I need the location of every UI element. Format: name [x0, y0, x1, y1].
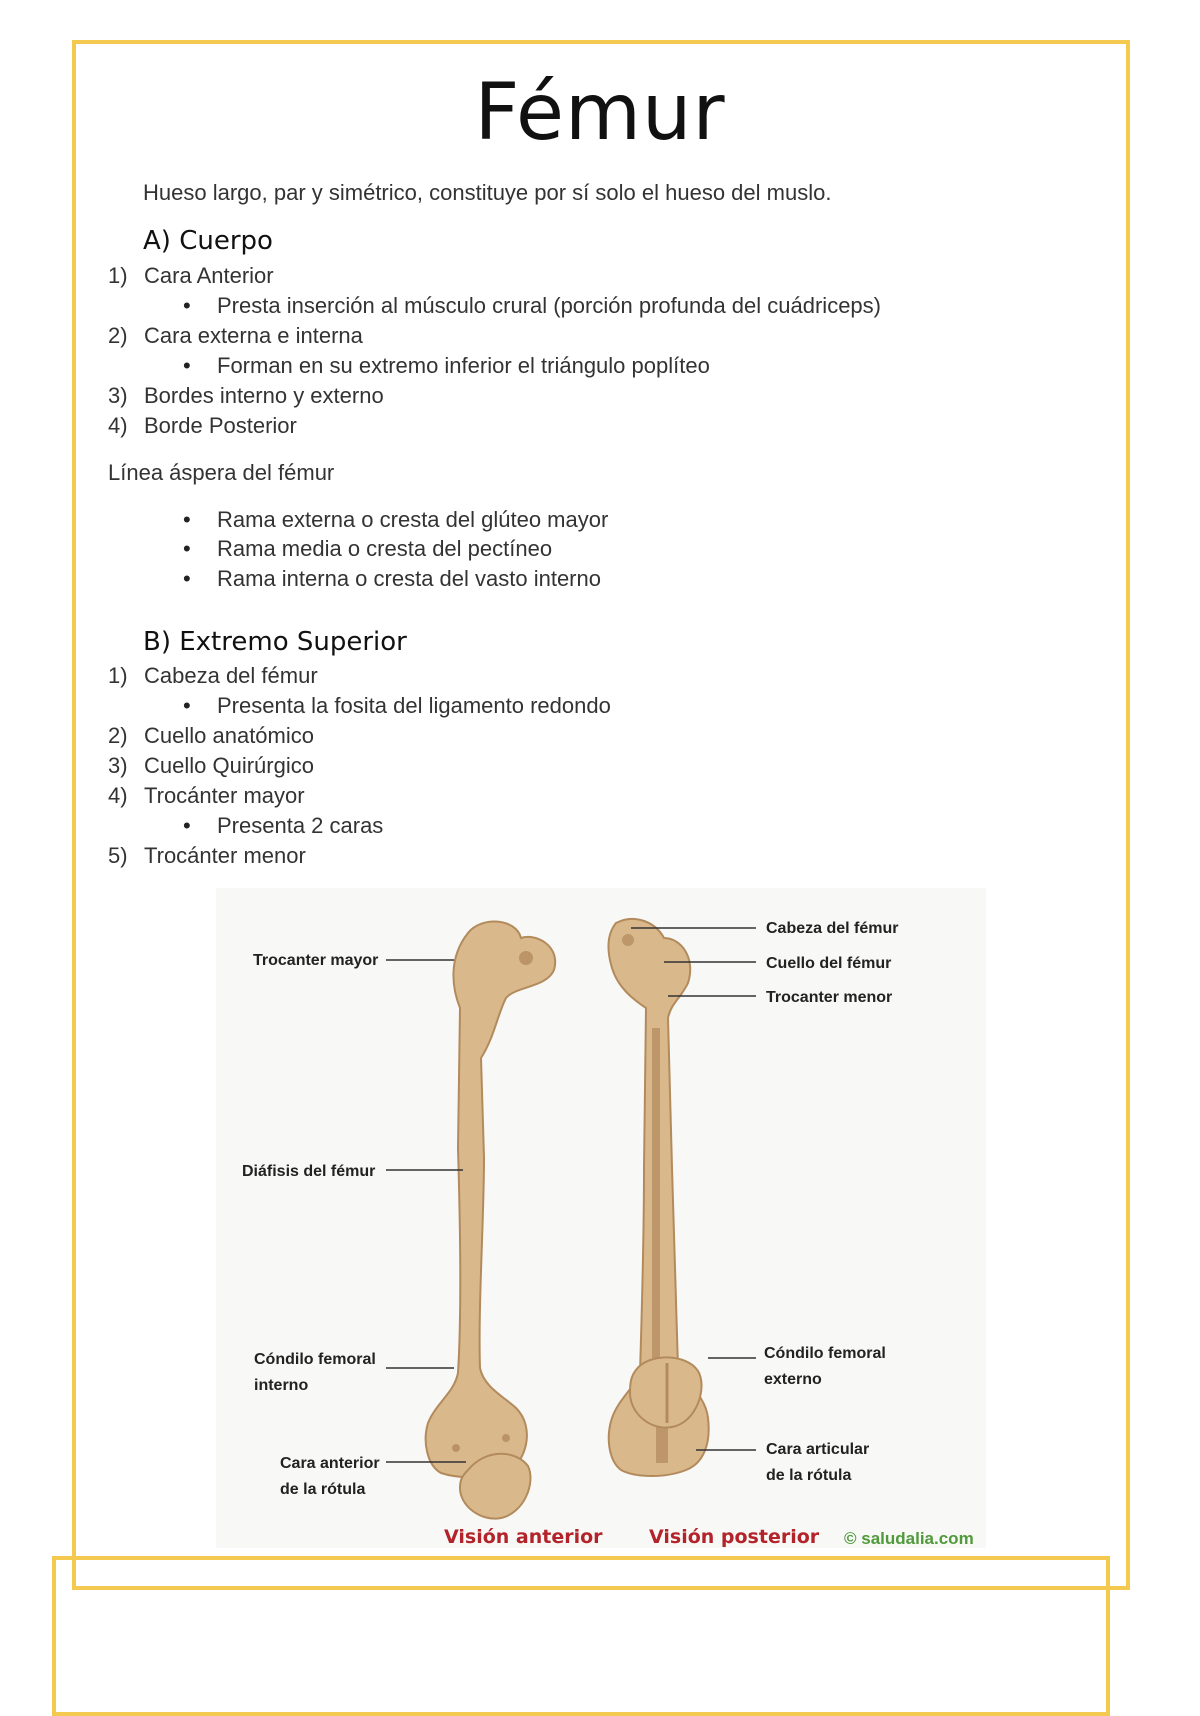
- label-condilo-externo: Cóndilo femoral: [764, 1345, 886, 1362]
- femur-anterior-bone: [426, 922, 556, 1478]
- femur-illustration: [216, 888, 986, 1548]
- list-subitem: • Forman en su extremo inferior el triángulo poplíteo: [217, 353, 710, 379]
- condyle-spot: [452, 1444, 460, 1452]
- list-item: 2) Cuello anatómico: [108, 723, 314, 748]
- section-a-heading: A) Cuerpo: [143, 226, 273, 256]
- label-cabeza: Cabeza del fémur: [766, 920, 899, 937]
- label-cara-articular-2: de la rótula: [766, 1467, 852, 1484]
- linea-aspera: [652, 1028, 660, 1358]
- list-item: 1) Cabeza del fémur: [108, 663, 318, 688]
- list-subitem: • Rama externa o cresta del glúteo mayor: [217, 507, 608, 533]
- label-cuello: Cuello del fémur: [766, 955, 892, 972]
- head-fovea: [622, 934, 634, 946]
- list-subitem: • Presta inserción al músculo crural (porción profunda del cuádriceps): [217, 293, 881, 319]
- patella-posterior: [630, 1357, 702, 1427]
- femur-diagram: [216, 888, 986, 1548]
- label-trocanter-mayor: Trocanter mayor: [253, 952, 379, 969]
- linea-aspera-title: Línea áspera del fémur: [108, 460, 335, 485]
- femur-head-shade: [519, 951, 533, 965]
- list-item: 2) Cara externa e interna: [108, 323, 363, 348]
- label-diafisis: Diáfisis del fémur: [242, 1163, 376, 1180]
- list-subitem: • Rama media o cresta del pectíneo: [217, 536, 552, 562]
- list-item: 4) Trocánter mayor: [108, 783, 305, 808]
- list-subitem: • Rama interna o cresta del vasto interno: [217, 566, 601, 592]
- label-condilo-interno-2: interno: [254, 1377, 309, 1394]
- caption-anterior: Visión anterior: [444, 1526, 603, 1548]
- intercondylar-fossa: [656, 1423, 668, 1463]
- credit-text: © saludalia.com: [844, 1529, 974, 1548]
- caption-posterior: Visión posterior: [649, 1526, 820, 1548]
- list-item: 5) Trocánter menor: [108, 843, 306, 868]
- intro-text: Hueso largo, par y simétrico, constituye por sí solo el hueso del muslo.: [143, 180, 832, 205]
- list-subitem: • Presenta la fosita del ligamento redondo: [217, 693, 611, 719]
- label-cara-anterior-2: de la rótula: [280, 1481, 366, 1498]
- list-item: 4) Borde Posterior: [108, 413, 297, 438]
- page-border-bottom: [52, 1556, 1110, 1716]
- list-item: 1) Cara Anterior: [108, 263, 274, 288]
- section-b-heading: B) Extremo Superior: [143, 627, 407, 657]
- label-trocanter-menor: Trocanter menor: [766, 989, 893, 1006]
- label-condilo-interno: Cóndilo femoral: [254, 1351, 376, 1368]
- condyle-spot: [502, 1434, 510, 1442]
- list-item: 3) Bordes interno y externo: [108, 383, 384, 408]
- page-title: Fémur: [474, 68, 726, 158]
- list-subitem: • Presenta 2 caras: [217, 813, 383, 839]
- label-cara-anterior: Cara anterior: [280, 1455, 380, 1472]
- label-cara-articular: Cara articular: [766, 1441, 870, 1458]
- label-condilo-externo-2: externo: [764, 1371, 822, 1388]
- list-item: 3) Cuello Quirúrgico: [108, 753, 314, 778]
